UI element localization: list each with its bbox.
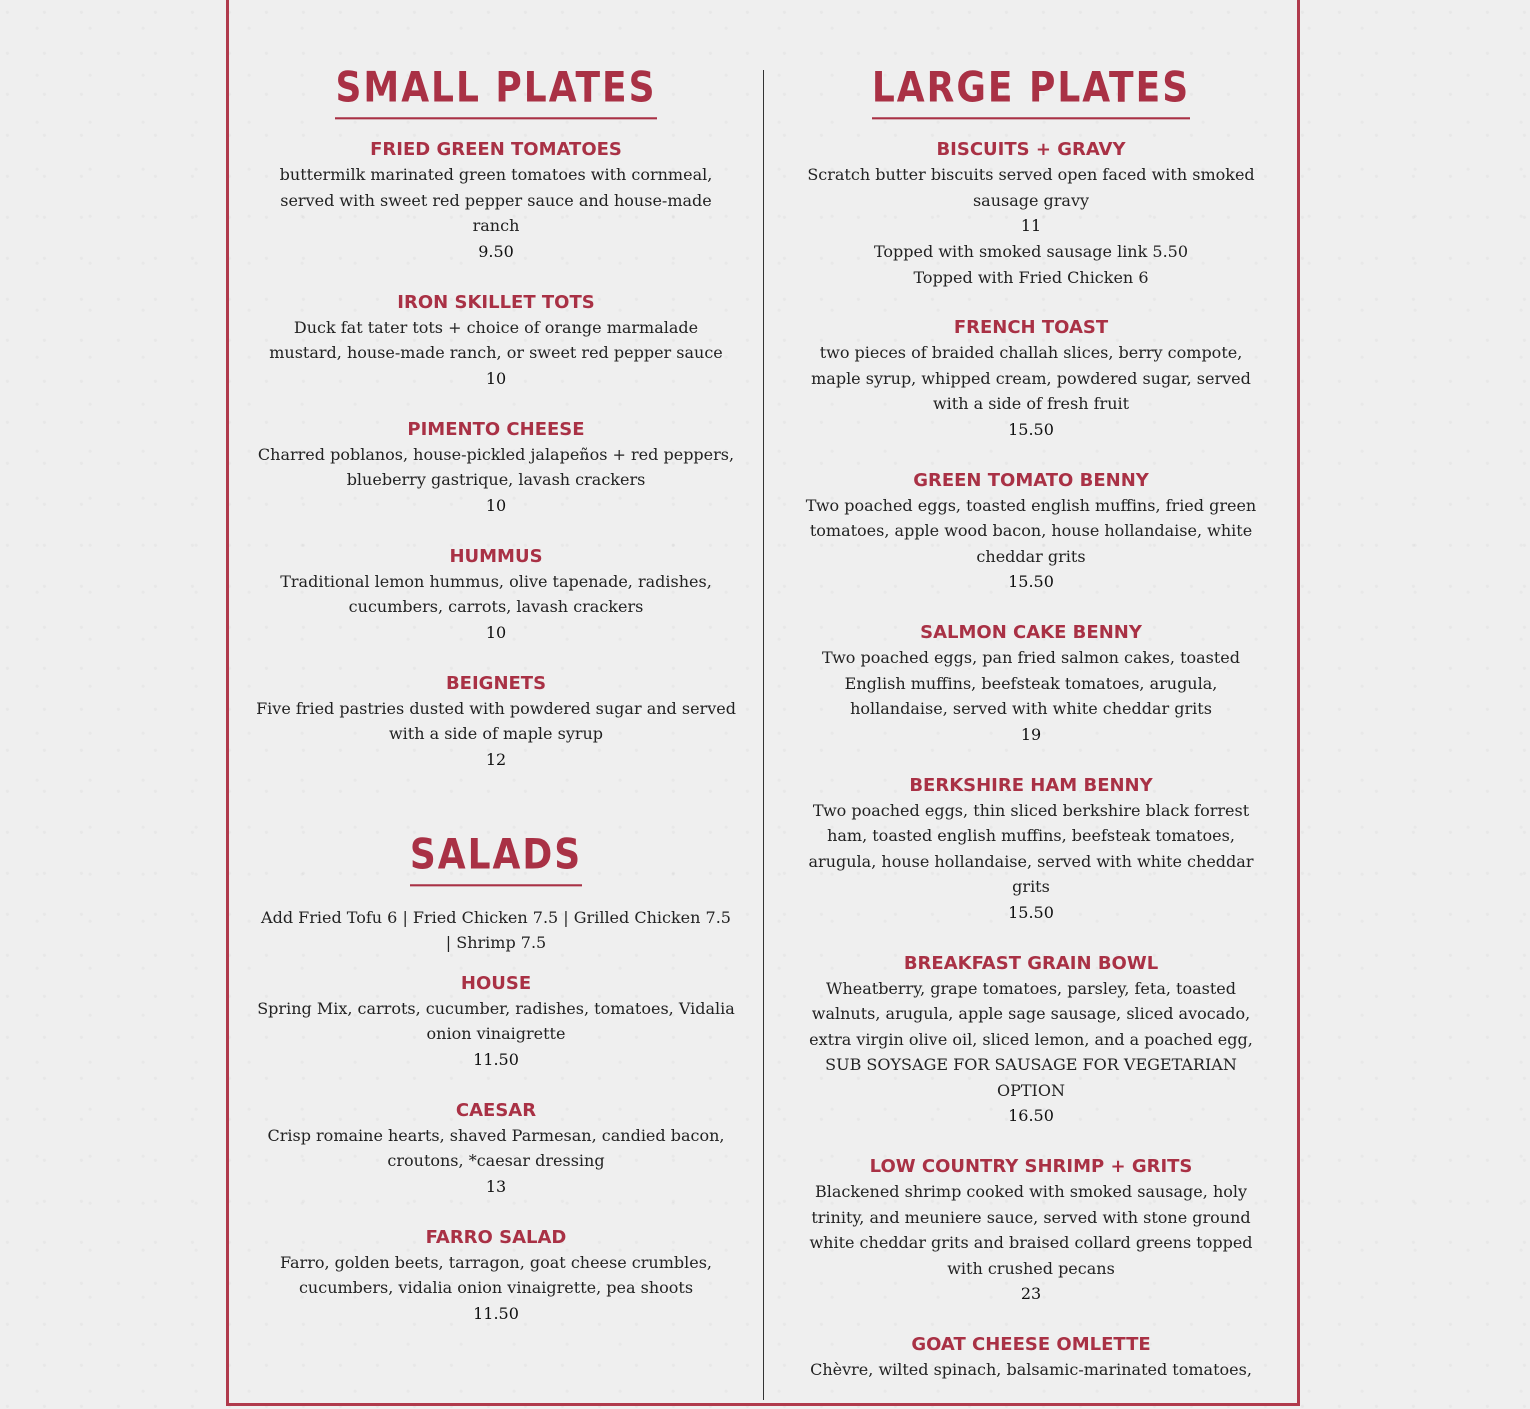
item-name: LOW COUNTRY SHRIMP + GRITS [869, 1156, 1193, 1177]
item-description: Scratch butter biscuits served open faced with smoked sausage gravy [807, 165, 1255, 210]
item-name: SALMON CAKE BENNY [920, 622, 1142, 643]
item-description: Farro, golden beets, tarragon, goat cheese crumbles, cucumbers, vidalia onion vinaigrette, pea shoots [279, 1252, 712, 1297]
item-price: 10 [485, 495, 507, 515]
item-name: FARRO SALAD [425, 1226, 567, 1248]
item-name: GOAT CHEESE OMLETTE [911, 1334, 1151, 1355]
left-column [256, 64, 736, 1353]
menu-item [800, 1155, 1262, 1307]
menu-item [800, 774, 1262, 926]
item-name: BERKSHIRE HAM BENNY [909, 774, 1153, 796]
menu-item [800, 469, 1262, 596]
menu-item [256, 672, 736, 773]
menu-item [800, 138, 1262, 290]
item-description: buttermilk marinated green tomatoes with cornmeal, served with sweet red pepper sauce and house-made ranch [279, 165, 713, 235]
item-price: 19 [1020, 724, 1042, 744]
item-price: 23 [1020, 1284, 1042, 1303]
item-description: Blackened shrimp cooked with smoked sausage, holy trinity, and meuniere sauce, served with stone ground white cheddar grits and braised collard greens topped with crushed pecans [809, 1182, 1253, 1278]
item-price: 11 [1020, 216, 1042, 235]
column-divider [763, 70, 764, 1400]
menu-item [256, 972, 736, 1073]
item-price: 12 [485, 749, 507, 769]
item-price: 11.50 [473, 1303, 519, 1323]
item-name: BREAKFAST GRAIN BOWL [903, 952, 1159, 974]
item-description: Wheatberry, grape tomatoes, parsley, feta, toasted walnuts, arugula, apple sage sausage, sliced avocado, extra virgin olive oil, sliced lemon, and a poached egg, SUB SOYSAGE FOR SAUSAGE FOR VEGETARIAN OPTION [809, 978, 1253, 1100]
item-name: FRENCH TOAST [953, 317, 1109, 338]
menu-item [800, 1333, 1262, 1383]
item-description: Two poached eggs, toasted english muffins, fried green tomatoes, apple wood bacon, house hollandaise, white cheddar grits [805, 495, 1257, 566]
menu-item [256, 545, 736, 646]
item-name: FRIED GREEN TOMATOES [370, 139, 622, 160]
item-description: Crisp romaine hearts, shaved Parmesan, candied bacon, croutons, *caesar dressing [267, 1125, 725, 1170]
menu-item [256, 138, 736, 265]
item-name: HUMMUS [449, 545, 543, 567]
item-description: Traditional lemon hummus, olive tapenade, radishes, cucumbers, carrots, lavash crackers [280, 571, 712, 616]
item-price: 11.50 [473, 1049, 519, 1069]
menu-item [800, 621, 1262, 748]
item-extra: Topped with Fried Chicken 6 [913, 267, 1149, 287]
item-price: 13 [485, 1176, 507, 1196]
item-price: 9.50 [478, 241, 514, 261]
salads-section [256, 831, 736, 1327]
salads-title: SALADS [410, 829, 582, 886]
item-name: PIMENTO CHEESE [407, 418, 585, 440]
item-name: HOUSE [460, 972, 532, 994]
item-description: Chèvre, wilted spinach, balsamic-marinated tomatoes, [810, 1360, 1252, 1379]
large-plates-title: LARGE PLATES [872, 63, 1190, 120]
menu-item [256, 418, 736, 519]
item-name: CAESAR [455, 1099, 537, 1121]
item-price: 10 [485, 622, 507, 642]
item-description: Duck fat tater tots + choice of orange marmalade mustard, house-made ranch, or sweet red pepper sauce [269, 317, 723, 362]
item-description: Two poached eggs, thin sliced berkshire black forrest ham, toasted english muffins, beefsteak tomatoes, arugula, house hollandaise, served with white cheddar grits [808, 800, 1254, 896]
item-description: Two poached eggs, pan fried salmon cakes, toasted English muffins, beefsteak tomatoes, arugula, hollandaise, served with white cheddar grits [821, 648, 1241, 718]
item-name: BEIGNETS [445, 672, 547, 694]
item-price: 15.50 [1008, 902, 1054, 922]
right-column [800, 64, 1262, 1409]
item-price: 16.50 [1008, 1106, 1054, 1125]
salads-addons-note: Add Fried Tofu 6 | Fried Chicken 7.5 | Grilled Chicken 7.5 | Shrimp 7.5 [261, 907, 731, 952]
menu-item [256, 1226, 736, 1327]
small-plates-title: SMALL PLATES [335, 63, 656, 120]
menu-item [256, 291, 736, 392]
item-name: BISCUITS + GRAVY [936, 139, 1126, 160]
item-description: Charred poblanos, house-pickled jalapeños + red peppers, blueberry gastrique, lavash crackers [257, 444, 735, 489]
item-name: IRON SKILLET TOTS [397, 291, 595, 313]
item-name: GREEN TOMATO BENNY [913, 469, 1149, 491]
menu-item [800, 316, 1262, 443]
menu-item [256, 1099, 736, 1200]
small-plates-section [256, 64, 736, 773]
item-description: two pieces of braided challah slices, berry compote, maple syrup, whipped cream, powdered sugar, served with a side of fresh fruit [811, 343, 1251, 413]
item-price: 10 [485, 368, 507, 388]
item-description: Spring Mix, carrots, cucumber, radishes, tomatoes, Vidalia onion vinaigrette [257, 998, 735, 1043]
menu-item [800, 952, 1262, 1130]
item-price: 15.50 [1008, 572, 1054, 591]
item-description: Five fried pastries dusted with powdered sugar and served with a side of maple syrup [256, 698, 736, 743]
item-price: 15.50 [1008, 419, 1054, 439]
item-extra: Topped with smoked sausage link 5.50 [873, 242, 1189, 261]
